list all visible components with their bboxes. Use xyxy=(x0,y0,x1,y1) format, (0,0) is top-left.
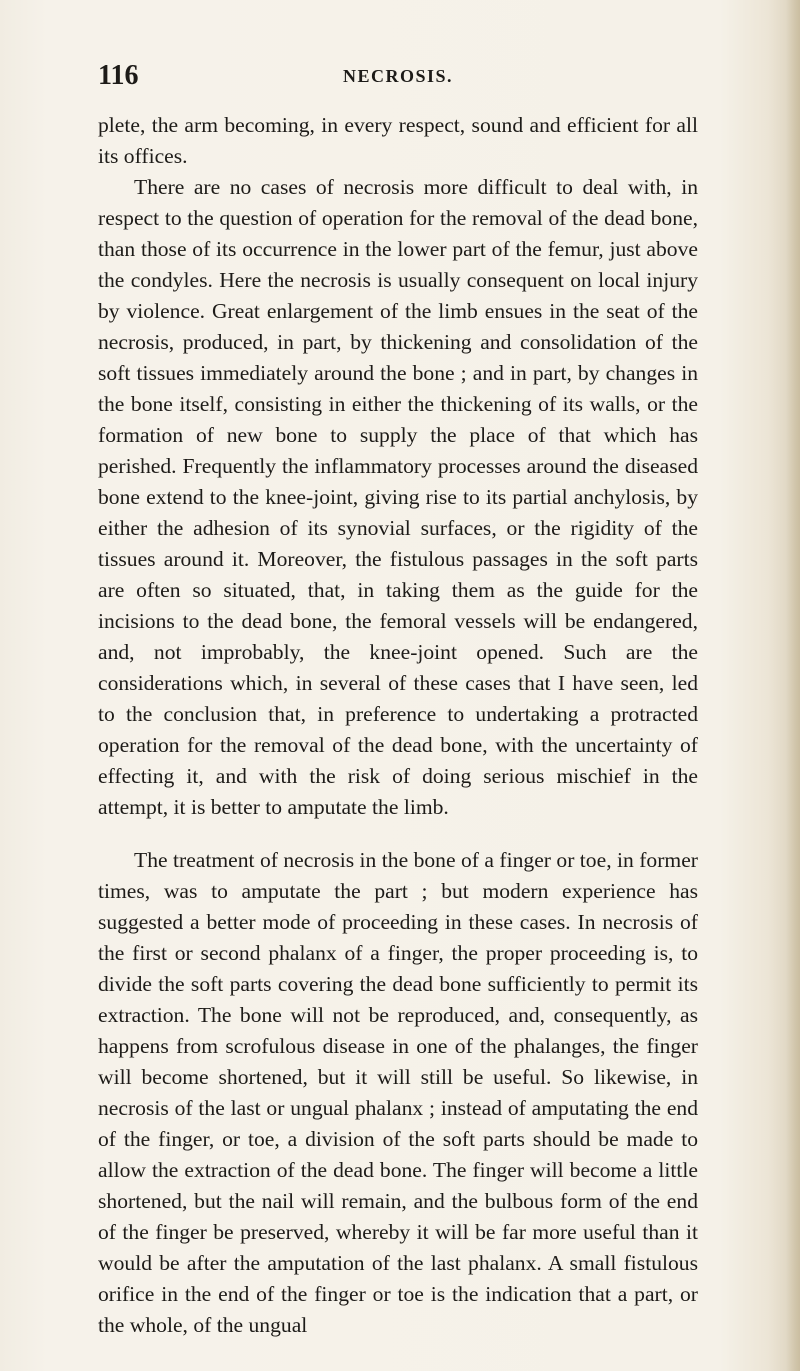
page-edge-shadow xyxy=(786,0,800,1371)
page-header xyxy=(98,60,698,96)
paragraph-finger-necrosis: The treatment of necrosis in the bone of a finger or toe, in former times, was to amputate the part ; but modern experience has suggested a better mode of proceeding in these cases. In necrosis of the first or second phalanx of a finger, the proper proceeding is, to divide the soft parts covering the dead bone sufficiently to permit its extraction. The bone will not be reproduced, and, consequently, as happens from scrofulous disease in one of the phalanges, the finger will become shortened, but it will still be useful. So likewise, in necrosis of the last or ungual phalanx ; instead of amputating the end of the finger, or toe, a division of the soft parts should be made to allow the extraction of the dead bone. The finger will become a little shortened, but the nail will remain, and the bulbous form of the end of the finger be preserved, whereby it will be far more useful than it would be after the amputation of the last phalanx. A small fistulous orifice in the end of the finger or toe is the indication that a part, or the whole, of the ungual xyxy=(98,848,698,1337)
paragraph-femur-necrosis: There are no cases of necrosis more difficult to deal with, in respect to the question of operation for the removal of the dead bone, than those of its occurrence in the lower part of the femur, just above the condyles. Here the necrosis is usually consequent on local injury by violence. Great enlargement of the limb ensues in the seat of the necrosis, produced, in part, by thickening and consolidation of the soft tissues immediately around the bone ; and in part, by changes in the bone itself, consisting in either the thickening of its walls, or the formation of new bone to supply the place of that which has perished. Frequently the inflammatory processes around the diseased bone extend to the knee-joint, giving rise to its partial anchylosis, by either the adhesion of its synovial surfaces, or the rigidity of the tissues around it. Moreover, the fistulous passages in the soft parts are often so situated, that, in taking them as the guide for the incisions to the dead bone, the femoral vessels will be endangered, and, not improbably, the knee-joint opened. Such are the considerations which, in several of these cases that I have seen, led to the conclusion that, in preference to undertaking a protracted operation for the removal of the dead bone, with the uncertainty of effecting it, and with the risk of doing serious mischief in the attempt, it is better to amputate the limb. xyxy=(98,175,698,819)
running-head: NECROSIS. xyxy=(342,66,454,86)
body-text xyxy=(98,110,698,1341)
page-number: 116 xyxy=(98,60,139,91)
paragraph-continuation: plete, the arm becoming, in every respect, sound and efficient for all its offices. xyxy=(98,113,698,168)
